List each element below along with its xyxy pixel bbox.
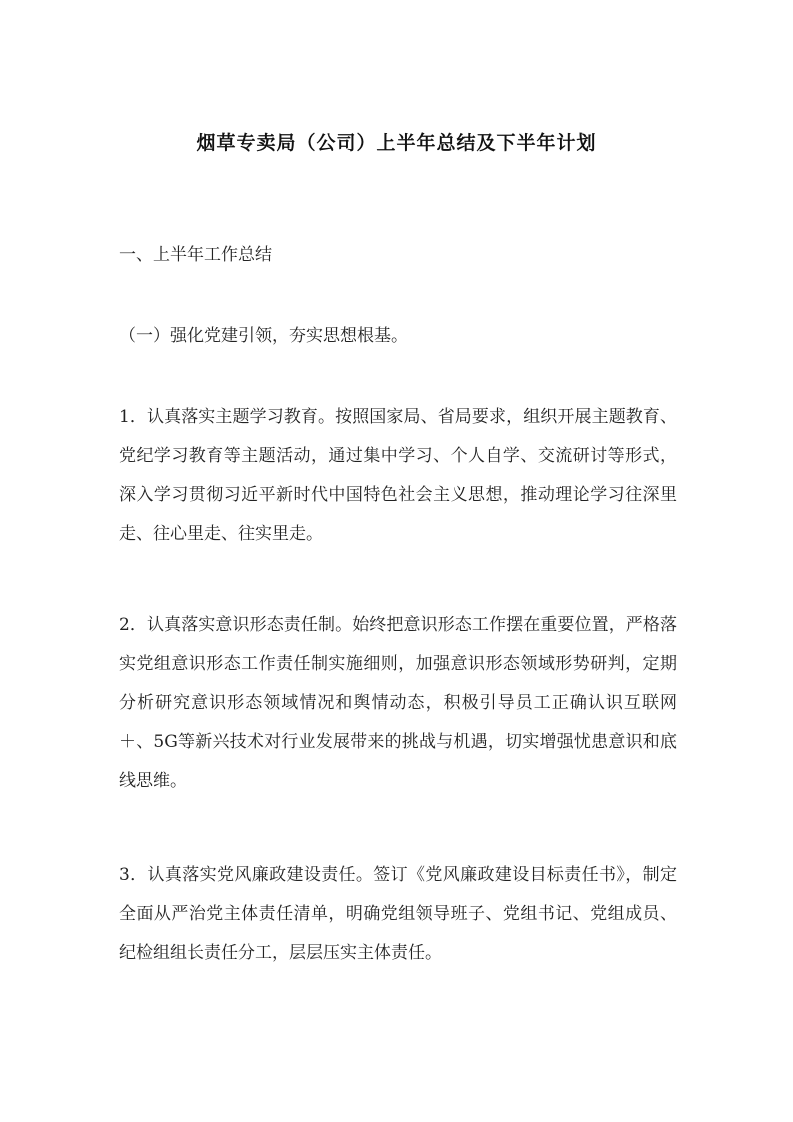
paragraph-2: 2．认真落实意识形态责任制。始终把意识形态工作摆在重要位置，严格落实党组意识形态工作责任制实施细则，加强意识形态领域形势研判，定期分析研究意识形态领域情况和舆情动态，积极引导员工正确认识互联网＋、5G等新兴技术对行业发展带来的挑战与机遇，切实增强忧患意识和底线思维。 [119, 615, 677, 791]
paragraph-1: 1．认真落实主题学习教育。按照国家局、省局要求，组织开展主题教育、党纪学习教育等主题活动，通过集中学习、个人自学、交流研讨等形式，深入学习贯彻习近平新时代中国特色社会主义思想，推动理论学习往深里走、往心里走、往实里走。 [119, 407, 677, 544]
section-heading: 一、上半年工作总结 [119, 245, 272, 265]
subsection-heading: （一）强化党建引领，夯实思想根基。 [119, 326, 408, 346]
document-title: 烟草专卖局（公司）上半年总结及下半年计划 [196, 132, 597, 154]
paragraph-3: 3．认真落实党风廉政建设责任。签订《党风廉政建设目标责任书》，制定全面从严治党主体责任清单，明确党组领导班子、党组书记、党组成员、纪检组组长责任分工，层层压实主体责任。 [119, 865, 677, 963]
